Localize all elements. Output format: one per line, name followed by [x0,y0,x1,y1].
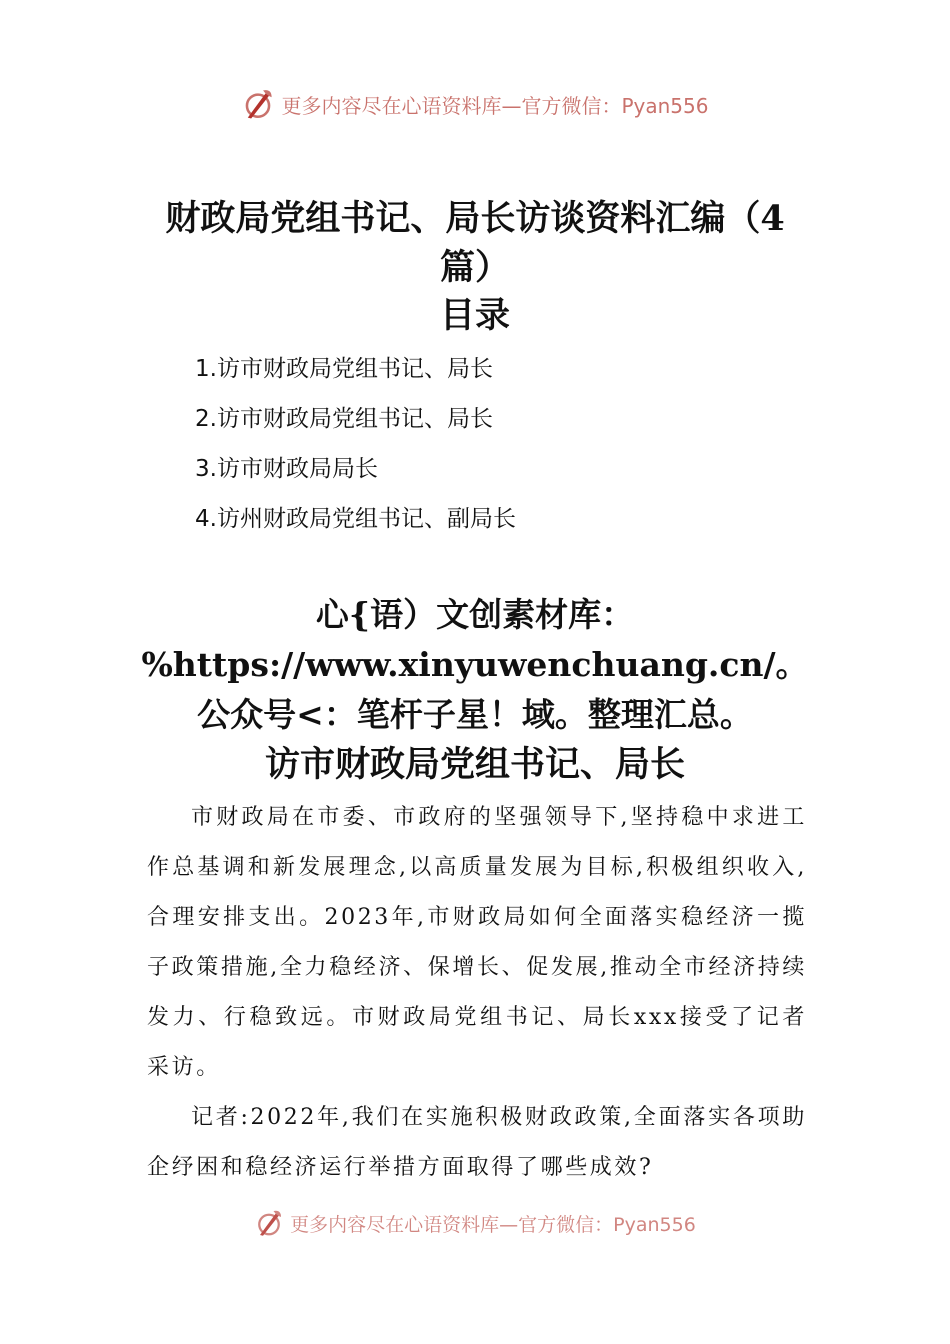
toc-item: 1.访市财政局党组书记、局长 [195,356,493,382]
toc-item: 3.访市财政局局长 [195,456,378,482]
toc-heading: 目录 [439,295,510,336]
article-title: 访市财政局党组书记、局长 [264,744,685,785]
source-notice: 心{语）文创素材库：%https://www.xinyuwenchuang.cn/。公众号<：笔杆子星！域。整理汇总。 [141,595,809,734]
header-banner-text: 更多内容尽在心语资料库—官方微信：Pyan556 [281,93,709,118]
footer-banner-text: 更多内容尽在心语资料库—官方微信：Pyan556 [290,1213,696,1236]
footer-banner [0,1206,950,1240]
paragraph: 市财政局在市委、市政府的坚强领导下,坚持稳中求进工作总基调和新发展理念,以高质量发展为目标,积极组织收入,合理安排支出。2023年,市财政局如何全面落实稳经济一揽子政策措施,全力稳经济、保增长、促发展,推动全市经济持续发力、行稳致远。市财政局党组书记、局长xxx接受了记者采访。 [147,805,807,1080]
header-banner [0,84,950,124]
quill-pen-logo-icon [254,1208,284,1238]
table-of-contents [195,344,516,544]
toc-item: 4.访州财政局党组书记、副局长 [195,506,516,532]
quill-pen-logo-icon [241,87,275,121]
paragraph: 记者:2022年,我们在实施积极财政政策,全面落实各项助企纾困和稳经济运行举措方面取得了哪些成效? [147,1105,807,1180]
toc-item: 2.访市财政局党组书记、局长 [195,406,493,432]
article-body [147,793,807,1193]
document-title: 财政局党组书记、局长访谈资料汇编（4篇） [165,198,785,288]
